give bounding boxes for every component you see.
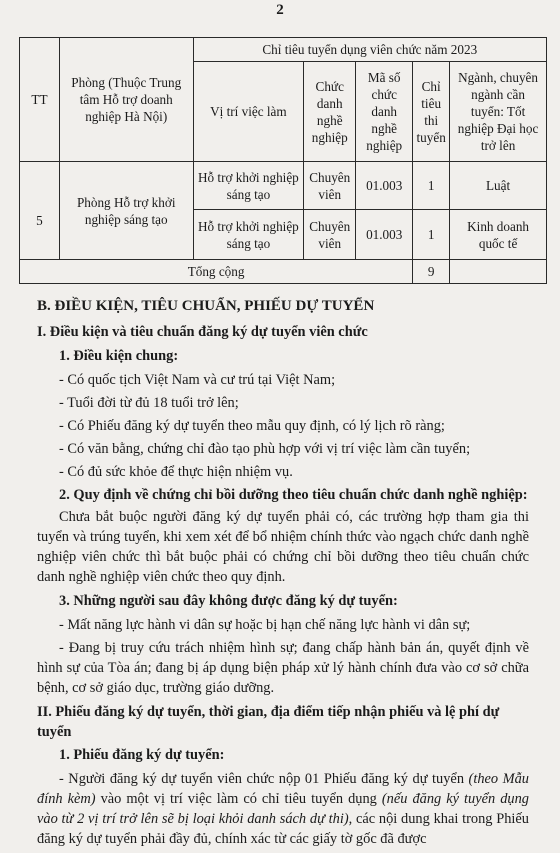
recruitment-table [19,37,547,284]
cell-tt: 5 [20,162,60,260]
condition-item: - Tuổi đời từ đủ 18 tuổi trở lên; [59,395,239,411]
certificate-paragraph: Chưa bắt buộc người đăng ký dự tuyển phải có, các trường hợp tham gia thi tuyển và trúng tuyển, khi xem xét để bổ nhiệm chính thức vào ngạch chức danh nghề nghiệp viên chức thì bắt buộc phải có chứng chỉ bồi dưỡng theo tiêu chuẩn chức danh nghề nghiệp viên chức theo quy định. [37,509,529,585]
condition-item: - Có quốc tịch Việt Nam và cư trú tại Việt Nam; [59,372,336,388]
header-group: Chỉ tiêu tuyển dụng viên chức năm 2023 [193,38,546,62]
header-nganh: Ngành, chuyên ngành cần tuyển: Tốt nghiệp Đại học trở lên [450,62,547,162]
section-b-heading: B. ĐIỀU KIỆN, TIÊU CHUẨN, PHIẾU DỰ TUYỂN [37,298,375,314]
cell-nganh: Kinh doanh quốc tế [450,210,547,260]
general-conditions-heading: 1. Điều kiện chung: [59,348,179,364]
table-row [20,162,547,210]
header-vitri: Vị trí việc làm [193,62,304,162]
header-maso: Mã số chức danh nghề nghiệp [356,62,413,162]
cell-vitri: Hỗ trợ khởi nghiệp sáng tạo [193,210,304,260]
header-chucdanh: Chức danh nghề nghiệp [304,62,356,162]
cell-maso: 01.003 [356,210,413,260]
application-form-heading: 1. Phiếu đăng ký dự tuyển: [59,747,225,763]
section-ii-heading: II. Phiếu đăng ký dự tuyển, thời gian, địa điểm tiếp nhận phiếu và lệ phí dự tuyển [37,704,500,740]
total-row [20,260,547,284]
header-chitieu: Chỉ tiêu thi tuyển [413,62,450,162]
cell-chitieu: 1 [413,210,450,260]
condition-item: - Có Phiếu đăng ký dự tuyển theo mẫu quy định, có lý lịch rõ ràng; [59,418,445,434]
cell-chitieu: 1 [413,162,450,210]
header-tt: TT [20,38,60,162]
total-label: Tổng cộng [20,260,413,284]
application-form-paragraph: - Người đăng ký dự tuyển viên chức nộp 01 Phiếu đăng ký dự tuyển (theo Mẫu đính kèm) vào một vị trí việc làm có chỉ tiêu tuyển dụng (nếu đăng ký tuyển dụng vào từ 2 vị trí trở lên sẽ bị loại khỏi danh sách dự thi), các nội dung khai trong Phiếu đăng ký dự tuyển phải đầy đủ, chính xác từ các giấy tờ gốc đã được [37,771,529,847]
header-phong: Phòng (Thuộc Trung tâm Hỗ trợ doanh nghiệp Hà Nội) [59,38,193,162]
cell-vitri: Hỗ trợ khởi nghiệp sáng tạo [193,162,304,210]
page-number: 2 [276,2,284,18]
cell-nganh: Luật [450,162,547,210]
ineligible-item: - Mất năng lực hành vi dân sự hoặc bị hạn chế năng lực hành vi dân sự; [59,617,471,633]
cell-maso: 01.003 [356,162,413,210]
certificate-heading: 2. Quy định về chứng chỉ bồi dưỡng theo tiêu chuẩn chức danh nghề nghiệp: [59,487,528,503]
section-i-heading: I. Điều kiện và tiêu chuẩn đăng ký dự tuyển viên chức [37,324,368,340]
cell-phong: Phòng Hỗ trợ khởi nghiệp sáng tạo [59,162,193,260]
total-empty [450,260,547,284]
condition-item: - Có đủ sức khỏe để thực hiện nhiệm vụ. [59,464,293,480]
ineligible-heading: 3. Những người sau đây không được đăng ký dự tuyển: [59,593,398,609]
condition-item: - Có văn bằng, chứng chỉ đào tạo phù hợp với vị trí việc làm cần tuyển; [59,441,471,457]
ineligible-item: - Đang bị truy cứu trách nhiệm hình sự; đang chấp hành bản án, quyết định về hình sự của Tòa án; đang bị áp dụng biện pháp xử lý hành chính đưa vào cơ sở chữa bệnh, cơ sở giáo dục, trường giáo dưỡng. [37,640,529,696]
cell-chucdanh: Chuyên viên [304,210,356,260]
cell-chucdanh: Chuyên viên [304,162,356,210]
document-body [37,296,529,853]
total-value: 9 [413,260,450,284]
